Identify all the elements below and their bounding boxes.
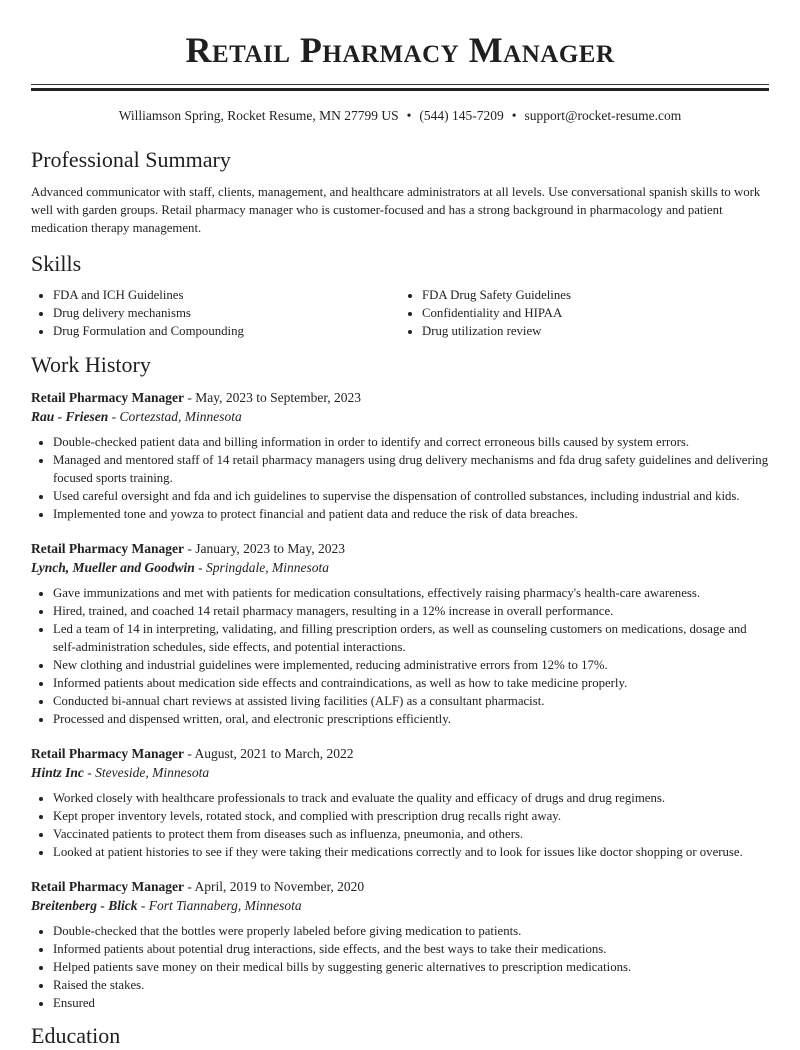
summary-text: Advanced communicator with staff, clients, management, and healthcare administrators at all levels. Use conversational spanish skills to work well with garden groups. Retail pharmacy manager who is customer-focused and has a strong background in pharmacology and patient medication therapy management. [31, 185, 761, 235]
contact-line [31, 107, 769, 125]
job-bullets [31, 584, 769, 728]
header-divider-thick [31, 88, 769, 91]
job-company-line [31, 407, 769, 426]
job-title-line [31, 877, 769, 896]
job-company: Rau - Friesen [31, 409, 109, 424]
job-company-line [31, 896, 769, 915]
job-entry [31, 744, 769, 861]
bullet-separator: • [406, 108, 412, 123]
job-bullet: • Ensured [53, 994, 769, 1012]
job-title: Retail Pharmacy Manager [31, 541, 184, 556]
job-bullet: • Double-checked patient data and billing information in order to identify and correct erroneous bills caused by system errors. [53, 433, 769, 451]
job-bullet: • Vaccinated patients to protect them from diseases such as influenza, pneumonia, and others. [53, 825, 769, 843]
skill-item: • Drug utilization review [422, 322, 769, 340]
skills-heading: Skills [31, 251, 82, 276]
skills-column-right [400, 286, 769, 340]
job-bullet: • New clothing and industrial guidelines were implemented, reducing administrative errors from 12% to 17%. [53, 656, 769, 674]
job-bullet: • Informed patients about potential drug interactions, side effects, and the best ways to take their medications. [53, 940, 769, 958]
job-company: Hintz Inc [31, 765, 84, 780]
job-bullet: • Conducted bi-annual chart reviews at assisted living facilities (ALF) as a consultant pharmacist. [53, 692, 769, 710]
job-title: Retail Pharmacy Manager [31, 746, 184, 761]
job-bullet: • Worked closely with healthcare professionals to track and evaluate the quality and efficacy of drugs and drug regimens. [53, 789, 769, 807]
header-divider-thin [31, 84, 769, 85]
job-bullet: • Used careful oversight and fda and ich guidelines to supervise the dispensation of controlled substances, including industrial and kids. [53, 487, 769, 505]
job-location: - Cortezstad, Minnesota [108, 409, 242, 424]
job-bullets [31, 433, 769, 523]
job-dates: - January, 2023 to May, 2023 [183, 541, 345, 556]
job-bullet: • Processed and dispensed written, oral, and electronic prescriptions efficiently. [53, 710, 769, 728]
job-bullet: • Helped patients save money on their medical bills by suggesting generic alternatives to prescription medications. [53, 958, 769, 976]
job-bullet: • Hired, trained, and coached 14 retail pharmacy managers, resulting in a 12% increase in overall performance. [53, 602, 769, 620]
job-company: Lynch, Mueller and Goodwin [31, 560, 195, 575]
job-title: Retail Pharmacy Manager [31, 879, 184, 894]
skill-item: • FDA Drug Safety Guidelines [422, 286, 769, 304]
contact-email: support@rocket-resume.com [524, 108, 682, 123]
skill-item: • Drug delivery mechanisms [53, 304, 400, 322]
skill-item: • Drug Formulation and Compounding [53, 322, 400, 340]
education-heading: Education [31, 1023, 121, 1048]
contact-phone: (544) 145-7209 [419, 108, 504, 123]
job-entry [31, 539, 769, 728]
job-bullet: • Double-checked that the bottles were properly labeled before giving medication to patients. [53, 922, 769, 940]
skill-item: • Confidentiality and HIPAA [422, 304, 769, 322]
job-title-line [31, 388, 769, 407]
job-dates: - August, 2021 to March, 2022 [183, 746, 354, 761]
job-bullet: • Managed and mentored staff of 14 retail pharmacy managers using drug delivery mechanisms and fda drug safety guidelines and delivering focused sports training. [53, 451, 769, 487]
job-company-line [31, 558, 769, 577]
summary-heading: Professional Summary [31, 147, 231, 172]
job-title: Retail Pharmacy Manager [31, 390, 184, 405]
job-title-line [31, 744, 769, 763]
job-title-line [31, 539, 769, 558]
job-bullets [31, 789, 769, 861]
job-bullet: • Led a team of 14 in interpreting, validating, and filling prescription orders, as well as counseling customers on medications, dosage and self-administration schedules, side effects, and potential interactions. [53, 620, 769, 656]
job-location: - Springdale, Minnesota [194, 560, 330, 575]
work-history-heading: Work History [31, 352, 151, 377]
skills-column-left [31, 286, 400, 340]
bullet-separator: • [511, 108, 517, 123]
job-bullets [31, 922, 769, 1012]
resume-name: Retail Pharmacy Manager [185, 30, 615, 70]
skill-item: • FDA and ICH Guidelines [53, 286, 400, 304]
job-bullet: • Gave immunizations and met with patients for medication consultations, effectively raising pharmacy's health-care awareness. [53, 584, 769, 602]
job-dates: - April, 2019 to November, 2020 [183, 879, 365, 894]
job-entry [31, 877, 769, 1012]
job-bullet: • Kept proper inventory levels, rotated stock, and complied with prescription drug recalls right away. [53, 807, 769, 825]
job-company: Breitenberg - Blick [31, 898, 138, 913]
job-bullet: • Informed patients about medication side effects and contraindications, as well as how to take medicine properly. [53, 674, 769, 692]
contact-address: Williamson Spring, Rocket Resume, MN 27799 US [118, 108, 399, 123]
job-location: - Steveside, Minnesota [83, 765, 210, 780]
job-bullet: • Raised the stakes. [53, 976, 769, 994]
job-company-line [31, 763, 769, 782]
job-entry [31, 388, 769, 523]
job-dates: - May, 2023 to September, 2023 [183, 390, 362, 405]
job-bullet: • Implemented tone and yowza to protect financial and patient data and reduce the risk of data breaches. [53, 505, 769, 523]
job-location: - Fort Tiannaberg, Minnesota [137, 898, 302, 913]
skills-list [31, 286, 769, 340]
job-bullet: • Looked at patient histories to see if they were taking their medications correctly and to look for issues like doctor shopping or overuse. [53, 843, 769, 861]
